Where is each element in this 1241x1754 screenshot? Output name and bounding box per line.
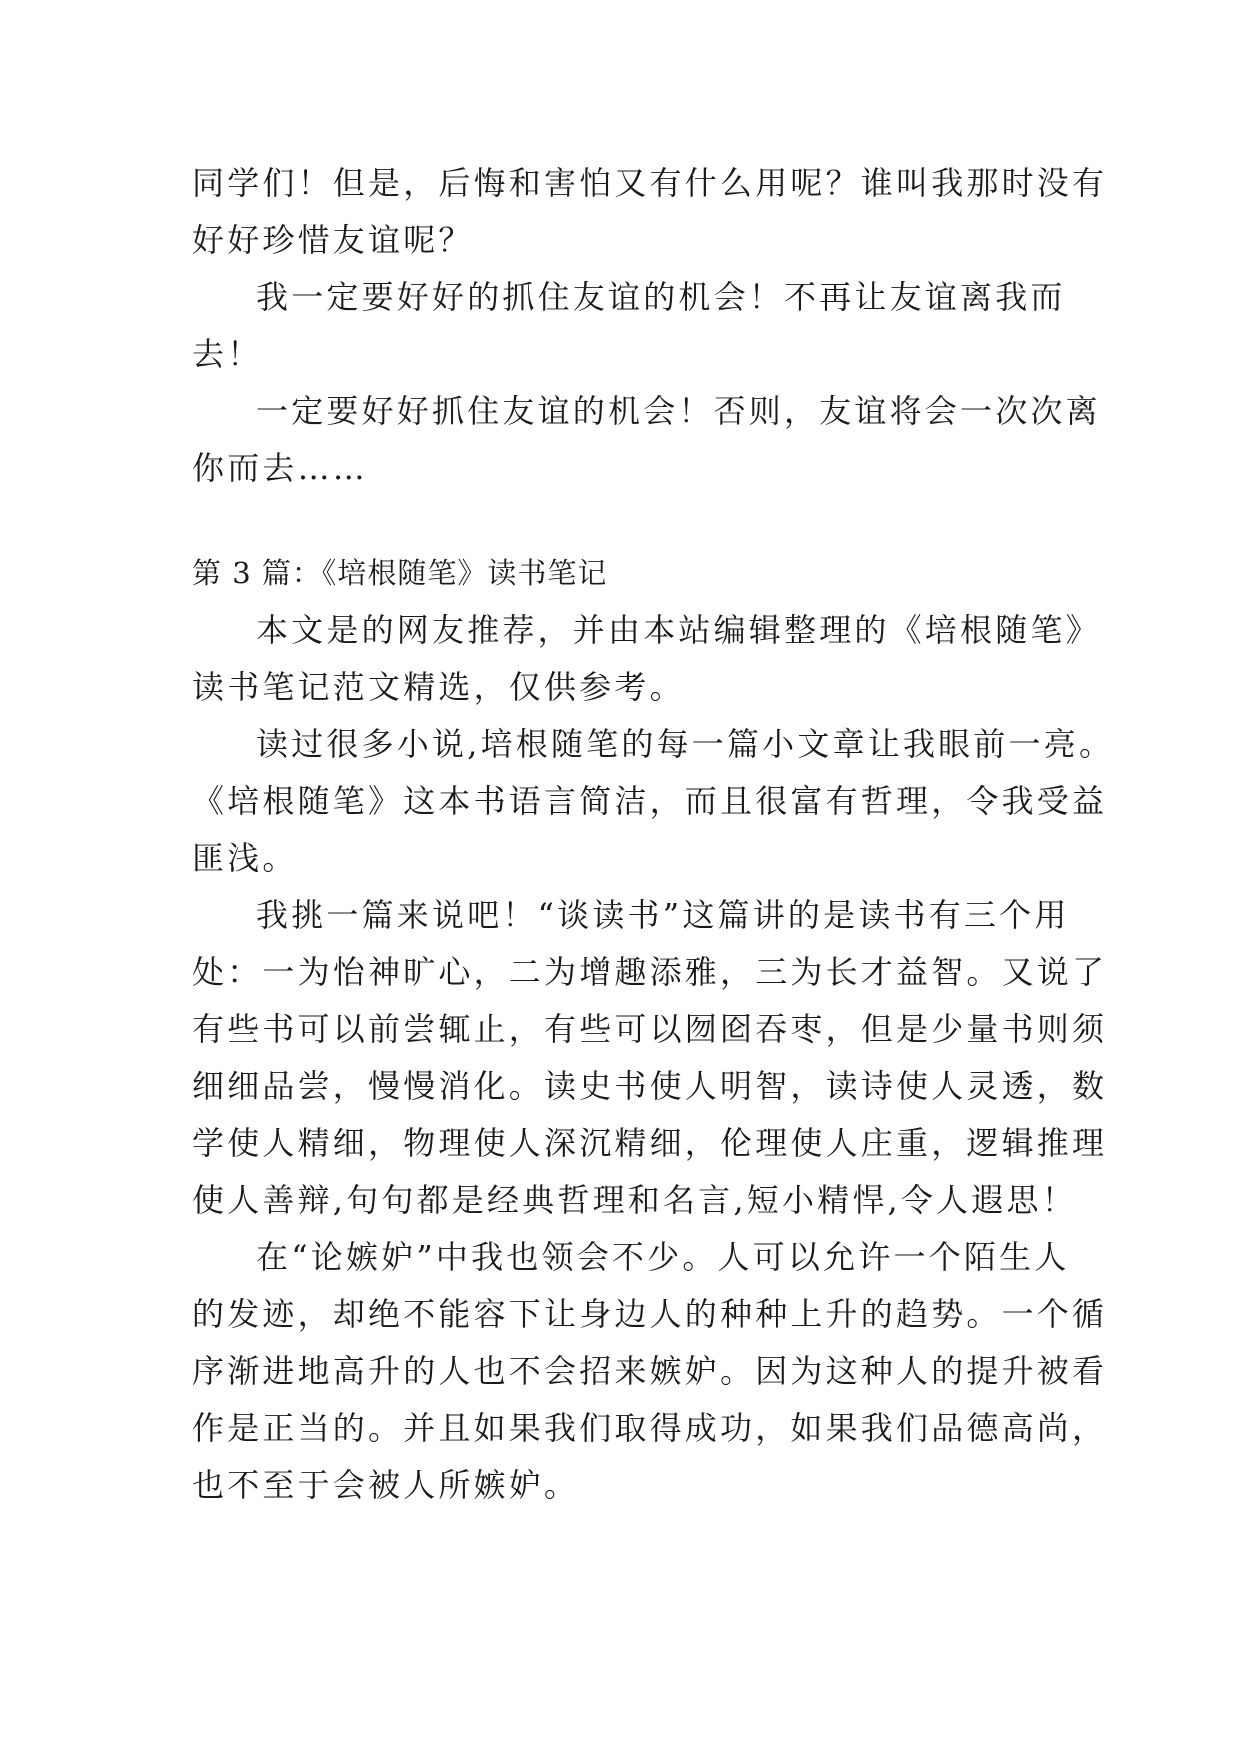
text-line: 也不至于会被人所嫉妒。 bbox=[192, 1466, 580, 1504]
text-line: 《培根随笔》这本书语言简洁，而且很富有哲理，令我受益 bbox=[192, 782, 1108, 820]
text-line: 细细品尝，慢慢消化。读史书使人明智，读诗使人灵透，数 bbox=[192, 1067, 1108, 1105]
text-line: 处：一为怡神旷心，二为增趣添雅，三为长才益智。又说了 bbox=[192, 953, 1108, 991]
previous-section-text bbox=[192, 155, 1108, 497]
text-line: 我一定要好好的抓住友谊的机会！不再让友谊离我而 bbox=[256, 278, 1066, 316]
section-heading: 第 3 篇：《培根随笔》读书笔记 bbox=[192, 556, 608, 590]
text-line: 本文是的网友推荐，并由本站编辑整理的《培根随笔》 bbox=[256, 611, 1101, 649]
text-line: 一定要好好抓住友谊的机会！否则，友谊将会一次次离 bbox=[256, 392, 1101, 430]
document-page bbox=[192, 155, 1115, 1514]
text-line: 同学们！但是，后悔和害怕又有什么用呢？谁叫我那时没有 bbox=[192, 164, 1108, 202]
text-line: 去！ bbox=[192, 335, 263, 373]
text-line: 匪浅。 bbox=[192, 839, 298, 877]
text-line: 作是正当的。并且如果我们取得成功，如果我们品德高尚， bbox=[192, 1409, 1108, 1447]
text-line: 在“论嫉妒”中我也领会不少。人可以允许一个陌生人 bbox=[256, 1238, 1070, 1276]
text-line: 好好珍惜友谊呢？ bbox=[192, 221, 474, 259]
text-line: 序渐进地高升的人也不会招来嫉妒。因为这种人的提升被看 bbox=[192, 1352, 1108, 1390]
text-line: 使人善辩,句句都是经典哲理和名言,短小精悍,令人遐思！ bbox=[192, 1181, 1077, 1219]
section-3 bbox=[192, 545, 1115, 1514]
section-gap bbox=[192, 497, 1049, 545]
text-line: 的发迹，却绝不能容下让身边人的种种上升的趋势。一个循 bbox=[192, 1295, 1108, 1333]
text-line: 读书笔记范文精选，仅供参考。 bbox=[192, 668, 685, 706]
text-line: 学使人精细，物理使人深沉精细，伦理使人庄重，逻辑推理 bbox=[192, 1124, 1108, 1162]
text-line: 有些书可以前尝辄止，有些可以囫囵吞枣，但是少量书则须 bbox=[192, 1010, 1108, 1048]
text-line: 你而去…… bbox=[192, 449, 369, 487]
text-line: 读过很多小说,培根随笔的每一篇小文章让我眼前一亮。 bbox=[256, 725, 1115, 763]
text-line: 我挑一篇来说吧！“谈读书”这篇讲的是读书有三个用 bbox=[256, 896, 1070, 934]
